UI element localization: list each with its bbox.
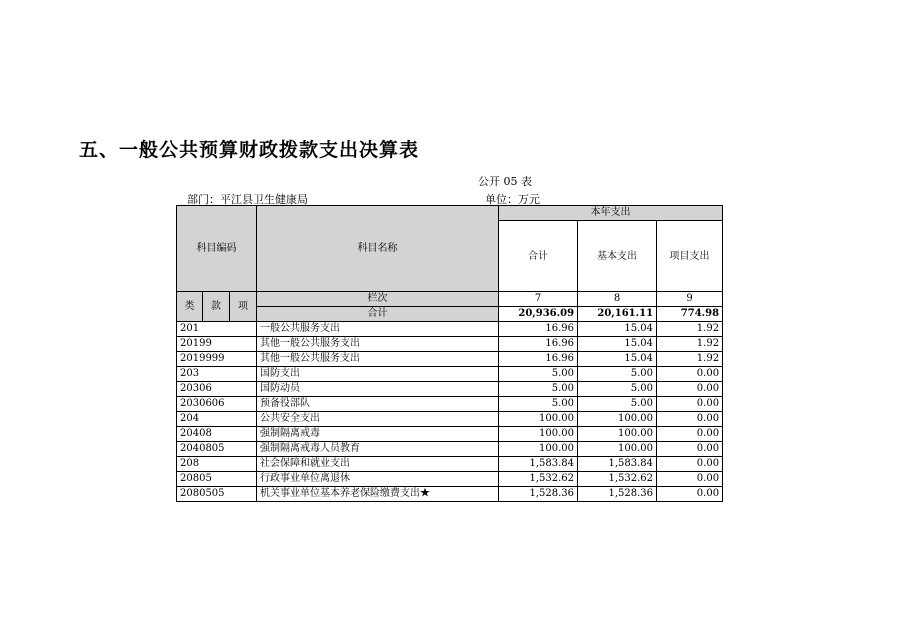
row-basic: 1,532.62 bbox=[578, 472, 657, 487]
row-total: 5.00 bbox=[499, 367, 578, 382]
row-total: 16.96 bbox=[499, 337, 578, 352]
table-row bbox=[177, 427, 723, 442]
form-number: 公开 05 表 bbox=[478, 175, 532, 188]
col-number-basic: 8 bbox=[578, 292, 657, 307]
row-project: 1.92 bbox=[657, 352, 723, 367]
row-project: 1.92 bbox=[657, 337, 723, 352]
row-project: 1.92 bbox=[657, 322, 723, 337]
row-basic: 1,583.84 bbox=[578, 457, 657, 472]
row-basic: 15.04 bbox=[578, 352, 657, 367]
row-project: 0.00 bbox=[657, 487, 723, 502]
row-code: 20805 bbox=[177, 472, 257, 487]
row-basic: 100.00 bbox=[578, 427, 657, 442]
row-total: 1,528.36 bbox=[499, 487, 578, 502]
table-row bbox=[177, 412, 723, 427]
row-project: 0.00 bbox=[657, 382, 723, 397]
table-row bbox=[177, 472, 723, 487]
row-project: 0.00 bbox=[657, 472, 723, 487]
table-row bbox=[177, 487, 723, 502]
unit-label: 单位：万元 bbox=[485, 193, 540, 206]
header-code: 科目编码 bbox=[177, 206, 257, 292]
row-name: 国防支出 bbox=[257, 367, 499, 382]
row-code: 203 bbox=[177, 367, 257, 382]
row-code: 208 bbox=[177, 457, 257, 472]
table-row bbox=[177, 397, 723, 412]
row-name: 社会保障和就业支出 bbox=[257, 457, 499, 472]
row-name: 强制隔离戒毒人员教育 bbox=[257, 442, 499, 457]
row-basic: 15.04 bbox=[578, 322, 657, 337]
row-code: 2019999 bbox=[177, 352, 257, 367]
row-total: 1,583.84 bbox=[499, 457, 578, 472]
page-title: 五、一般公共预算财政拨款支出决算表 bbox=[79, 139, 420, 161]
sum-basic: 20,161.11 bbox=[578, 307, 657, 322]
row-name: 行政事业单位离退休 bbox=[257, 472, 499, 487]
row-project: 0.00 bbox=[657, 457, 723, 472]
row-name: 预备役部队 bbox=[257, 397, 499, 412]
header-kuan: 款 bbox=[203, 292, 230, 322]
department-label: 部门：平江县卫生健康局 bbox=[187, 193, 308, 206]
sum-label: 合计 bbox=[257, 307, 499, 322]
sum-project: 774.98 bbox=[657, 307, 723, 322]
row-basic: 5.00 bbox=[578, 397, 657, 412]
row-basic: 100.00 bbox=[578, 412, 657, 427]
row-name: 其他一般公共服务支出 bbox=[257, 337, 499, 352]
sum-total: 20,936.09 bbox=[499, 307, 578, 322]
row-project: 0.00 bbox=[657, 412, 723, 427]
table-row bbox=[177, 382, 723, 397]
row-basic: 5.00 bbox=[578, 367, 657, 382]
table-row bbox=[177, 367, 723, 382]
row-project: 0.00 bbox=[657, 442, 723, 457]
row-total: 5.00 bbox=[499, 397, 578, 412]
table-row bbox=[177, 337, 723, 352]
row-code: 20199 bbox=[177, 337, 257, 352]
row-project: 0.00 bbox=[657, 367, 723, 382]
header-total: 合计 bbox=[499, 221, 578, 292]
table-row bbox=[177, 442, 723, 457]
row-project: 0.00 bbox=[657, 427, 723, 442]
col-number-project: 9 bbox=[657, 292, 723, 307]
row-total: 5.00 bbox=[499, 382, 578, 397]
column-row-label: 栏次 bbox=[257, 292, 499, 307]
row-total: 100.00 bbox=[499, 442, 578, 457]
row-code: 2080505 bbox=[177, 487, 257, 502]
row-basic: 15.04 bbox=[578, 337, 657, 352]
table-row bbox=[177, 322, 723, 337]
row-name: 一般公共服务支出 bbox=[257, 322, 499, 337]
row-code: 201 bbox=[177, 322, 257, 337]
row-name: 机关事业单位基本养老保险缴费支出★ bbox=[257, 487, 499, 502]
row-name: 国防动员 bbox=[257, 382, 499, 397]
table-row bbox=[177, 457, 723, 472]
header-name: 科目名称 bbox=[257, 206, 499, 292]
header-project: 项目支出 bbox=[657, 221, 723, 292]
row-total: 16.96 bbox=[499, 352, 578, 367]
row-total: 16.96 bbox=[499, 322, 578, 337]
header-basic: 基本支出 bbox=[578, 221, 657, 292]
row-basic: 1,528.36 bbox=[578, 487, 657, 502]
row-total: 1,532.62 bbox=[499, 472, 578, 487]
row-name: 公共安全支出 bbox=[257, 412, 499, 427]
row-name: 其他一般公共服务支出 bbox=[257, 352, 499, 367]
row-total: 100.00 bbox=[499, 427, 578, 442]
row-total: 100.00 bbox=[499, 412, 578, 427]
expenditure-table bbox=[176, 205, 723, 502]
row-project: 0.00 bbox=[657, 397, 723, 412]
header-lei: 类 bbox=[177, 292, 203, 322]
row-basic: 5.00 bbox=[578, 382, 657, 397]
header-this-year: 本年支出 bbox=[499, 206, 723, 221]
row-code: 2030606 bbox=[177, 397, 257, 412]
row-code: 20408 bbox=[177, 427, 257, 442]
row-code: 20306 bbox=[177, 382, 257, 397]
table-row bbox=[177, 352, 723, 367]
col-number-total: 7 bbox=[499, 292, 578, 307]
row-code: 204 bbox=[177, 412, 257, 427]
row-basic: 100.00 bbox=[578, 442, 657, 457]
row-code: 2040805 bbox=[177, 442, 257, 457]
row-name: 强制隔离戒毒 bbox=[257, 427, 499, 442]
header-xiang: 项 bbox=[230, 292, 257, 322]
